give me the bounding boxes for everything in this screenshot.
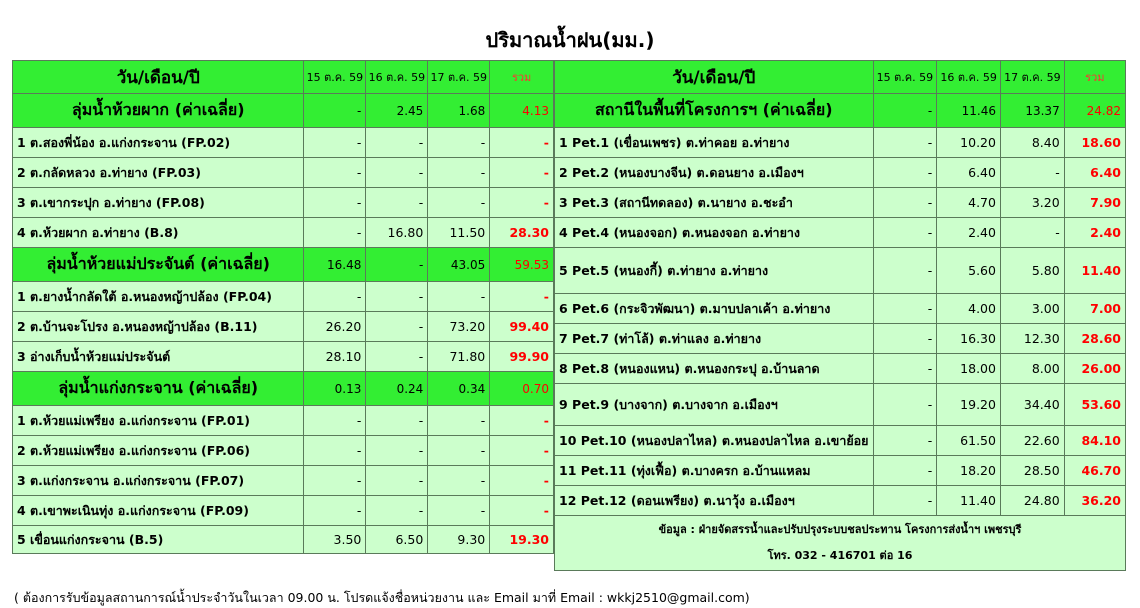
value-cell: -	[873, 94, 937, 128]
basin-name: ลุ่มน้ำห้วยแม่ประจันต์ (ค่าเฉลี่ย)	[13, 248, 304, 282]
value-cell: -	[873, 456, 937, 486]
value-cell: -	[366, 158, 428, 188]
basin-row	[13, 372, 554, 406]
value-cell: 73.20	[428, 312, 490, 342]
value-cell: -	[304, 436, 366, 466]
station-row	[13, 158, 554, 188]
value-cell: -	[304, 94, 366, 128]
station-row	[555, 158, 1126, 188]
station-row	[13, 436, 554, 466]
value-cell: 71.80	[428, 342, 490, 372]
value-cell: 0.34	[428, 372, 490, 406]
station-name: 2 ต.บ้านจะโปรง อ.หนองหญ้าปล้อง (B.11)	[13, 312, 304, 342]
station-row	[555, 324, 1126, 354]
value-cell: -	[428, 406, 490, 436]
total-cell: 26.00	[1064, 354, 1125, 384]
station-name: 3 Pet.3 (สถานีทดลอง) ต.นายาง อ.ชะอำ	[555, 188, 874, 218]
value-cell: -	[1000, 158, 1064, 188]
total-cell: 99.40	[490, 312, 554, 342]
right-rainfall-table	[554, 60, 1126, 571]
contact-note: ( ต้องการรับข้อมูลสถานการณ์น้ำประจำวันในเวลา 09.00 น. โปรดแจ้งชื่อหน่วยงาน และ Email มาที่ Email : wkkj2510@gmail.com)	[14, 590, 750, 605]
value-cell: 4.70	[937, 188, 1001, 218]
total-cell: 99.90	[490, 342, 554, 372]
total-cell: -	[490, 466, 554, 496]
date-column-header: 15 ต.ค. 59	[304, 61, 366, 94]
station-name: 2 ต.กลัดหลวง อ.ท่ายาง (FP.03)	[13, 158, 304, 188]
total-cell: -	[490, 406, 554, 436]
value-cell: 1.68	[428, 94, 490, 128]
basin-name: ลุ่มน้ำแก่งกระจาน (ค่าเฉลี่ย)	[13, 372, 304, 406]
station-name: 2 ต.ห้วยแม่เพรียง อ.แก่งกระจาน (FP.06)	[13, 436, 304, 466]
station-row	[555, 384, 1126, 426]
station-row	[13, 312, 554, 342]
station-name: 5 Pet.5 (หนองกี้) ต.ท่ายาง อ.ท่ายาง	[555, 248, 874, 294]
value-cell: -	[873, 426, 937, 456]
value-cell: -	[873, 158, 937, 188]
station-name: 11 Pet.11 (ทุ่งเฟื้อ) ต.บางครก อ.บ้านแหลม	[555, 456, 874, 486]
header-row	[13, 61, 554, 94]
station-row	[555, 294, 1126, 324]
value-cell: 0.24	[366, 372, 428, 406]
value-cell: -	[304, 158, 366, 188]
station-row	[13, 342, 554, 372]
total-cell: -	[490, 158, 554, 188]
station-name: 1 ต.ห้วยแม่เพรียง อ.แก่งกระจาน (FP.01)	[13, 406, 304, 436]
total-cell: 36.20	[1064, 486, 1125, 516]
total-cell: 28.60	[1064, 324, 1125, 354]
basin-row	[13, 248, 554, 282]
station-row	[13, 526, 554, 554]
station-name: 3 อ่างเก็บน้ำห้วยแม่ประจันต์	[13, 342, 304, 372]
date-column-header: 17 ต.ค. 59	[428, 61, 490, 94]
sum-column-header: รวม	[490, 61, 554, 94]
value-cell: 16.80	[366, 218, 428, 248]
total-cell: 84.10	[1064, 426, 1125, 456]
value-cell: 11.50	[428, 218, 490, 248]
station-row	[13, 128, 554, 158]
station-row	[13, 496, 554, 526]
value-cell: -	[428, 128, 490, 158]
station-name: 3 ต.แก่งกระจาน อ.แก่งกระจาน (FP.07)	[13, 466, 304, 496]
value-cell: -	[873, 294, 937, 324]
value-cell: -	[366, 282, 428, 312]
source-text: ข้อมูล : ฝ่ายจัดสรรน้ำและปรับปรุงระบบชลประทาน โครงการส่งน้ำฯ เพชรบุรี	[658, 523, 1022, 536]
station-name: 7 Pet.7 (ท่าโล้) ต.ท่าแลง อ.ท่ายาง	[555, 324, 874, 354]
station-name: 4 Pet.4 (หนองจอก) ต.หนองจอก อ.ท่ายาง	[555, 218, 874, 248]
date-header-label: วัน/เดือน/ปี	[13, 61, 304, 94]
total-cell: 46.70	[1064, 456, 1125, 486]
total-cell: 2.40	[1064, 218, 1125, 248]
station-row	[13, 218, 554, 248]
total-cell: 4.13	[490, 94, 554, 128]
value-cell: -	[873, 384, 937, 426]
value-cell: -	[873, 354, 937, 384]
value-cell: -	[366, 406, 428, 436]
value-cell: -	[304, 406, 366, 436]
total-cell: 7.00	[1064, 294, 1125, 324]
value-cell: 16.48	[304, 248, 366, 282]
value-cell: 3.00	[1000, 294, 1064, 324]
station-name: 2 Pet.2 (หนองบางจีน) ต.ดอนยาง อ.เมืองฯ	[555, 158, 874, 188]
station-name: 8 Pet.8 (หนองแหน) ต.หนองกระปุ อ.บ้านลาด	[555, 354, 874, 384]
value-cell: -	[1000, 218, 1064, 248]
value-cell: -	[873, 188, 937, 218]
total-cell: 7.90	[1064, 188, 1125, 218]
basin-name: ลุ่มน้ำห้วยผาก (ค่าเฉลี่ย)	[13, 94, 304, 128]
value-cell: -	[366, 466, 428, 496]
date-column-header: 17 ต.ค. 59	[1000, 61, 1064, 94]
value-cell: 12.30	[1000, 324, 1064, 354]
date-header-label: วัน/เดือน/ปี	[555, 61, 874, 94]
value-cell: -	[428, 158, 490, 188]
value-cell: 5.60	[937, 248, 1001, 294]
station-name: 1 ต.ยางน้ำกลัดใต้ อ.หนองหญ้าปล้อง (FP.04)	[13, 282, 304, 312]
value-cell: 4.00	[937, 294, 1001, 324]
total-cell: 18.60	[1064, 128, 1125, 158]
value-cell: 34.40	[1000, 384, 1064, 426]
value-cell: 11.46	[937, 94, 1001, 128]
station-name: 4 ต.ห้วยผาก อ.ท่ายาง (B.8)	[13, 218, 304, 248]
value-cell: 10.20	[937, 128, 1001, 158]
value-cell: 2.40	[937, 218, 1001, 248]
value-cell: -	[366, 342, 428, 372]
source-footer	[555, 516, 1126, 571]
value-cell: -	[366, 248, 428, 282]
value-cell: 13.37	[1000, 94, 1064, 128]
value-cell: -	[366, 496, 428, 526]
total-cell: 0.70	[490, 372, 554, 406]
station-name: 1 ต.สองพี่น้อง อ.แก่งกระจาน (FP.02)	[13, 128, 304, 158]
value-cell: 24.80	[1000, 486, 1064, 516]
value-cell: 8.00	[1000, 354, 1064, 384]
value-cell: 18.00	[937, 354, 1001, 384]
value-cell: -	[304, 218, 366, 248]
value-cell: -	[366, 312, 428, 342]
value-cell: -	[304, 188, 366, 218]
basin-name: สถานีในพื้นที่โครงการฯ (ค่าเฉลี่ย)	[555, 94, 874, 128]
value-cell: -	[428, 282, 490, 312]
value-cell: 11.40	[937, 486, 1001, 516]
date-column-header: 16 ต.ค. 59	[366, 61, 428, 94]
value-cell: -	[304, 496, 366, 526]
station-row	[555, 188, 1126, 218]
value-cell: -	[304, 466, 366, 496]
value-cell: 26.20	[304, 312, 366, 342]
station-name: 9 Pet.9 (บางจาก) ต.บางจาก อ.เมืองฯ	[555, 384, 874, 426]
header-row	[555, 61, 1126, 94]
total-cell: 19.30	[490, 526, 554, 554]
value-cell: 6.40	[937, 158, 1001, 188]
value-cell: -	[873, 218, 937, 248]
date-column-header: 16 ต.ค. 59	[937, 61, 1001, 94]
value-cell: -	[873, 128, 937, 158]
station-name: 1 Pet.1 (เขื่อนเพชร) ต.ท่าคอย อ.ท่ายาง	[555, 128, 874, 158]
value-cell: 2.45	[366, 94, 428, 128]
value-cell: 3.50	[304, 526, 366, 554]
total-cell: 59.53	[490, 248, 554, 282]
value-cell: 5.80	[1000, 248, 1064, 294]
value-cell: 61.50	[937, 426, 1001, 456]
value-cell: 19.20	[937, 384, 1001, 426]
value-cell: 16.30	[937, 324, 1001, 354]
basin-row	[555, 94, 1126, 128]
phone-text: โทร. 032 - 416701 ต่อ 16	[767, 549, 913, 562]
value-cell: 43.05	[428, 248, 490, 282]
total-cell: 6.40	[1064, 158, 1125, 188]
station-name: 10 Pet.10 (หนองปลาไหล) ต.หนองปลาไหล อ.เขาย้อย	[555, 426, 874, 456]
left-rainfall-table	[12, 60, 554, 554]
station-row	[13, 282, 554, 312]
station-row	[555, 218, 1126, 248]
total-cell: -	[490, 436, 554, 466]
station-row	[13, 466, 554, 496]
station-row	[13, 188, 554, 218]
station-row	[555, 456, 1126, 486]
total-cell: -	[490, 188, 554, 218]
value-cell: 3.20	[1000, 188, 1064, 218]
value-cell: -	[428, 188, 490, 218]
value-cell: -	[366, 436, 428, 466]
total-cell: -	[490, 282, 554, 312]
value-cell: -	[428, 466, 490, 496]
value-cell: -	[873, 486, 937, 516]
station-row	[555, 248, 1126, 294]
total-cell: 11.40	[1064, 248, 1125, 294]
station-row	[555, 486, 1126, 516]
basin-row	[13, 94, 554, 128]
station-name: 5 เขื่อนแก่งกระจาน (B.5)	[13, 526, 304, 554]
station-name: 12 Pet.12 (ดอนเพรียง) ต.นาวุ้ง อ.เมืองฯ	[555, 486, 874, 516]
value-cell: -	[873, 324, 937, 354]
value-cell: 6.50	[366, 526, 428, 554]
station-name: 6 Pet.6 (กระจิวพัฒนา) ต.มาบปลาเค้า อ.ท่ายาง	[555, 294, 874, 324]
station-row	[555, 354, 1126, 384]
value-cell: -	[304, 282, 366, 312]
value-cell: -	[366, 128, 428, 158]
value-cell: -	[428, 496, 490, 526]
value-cell: 28.50	[1000, 456, 1064, 486]
station-name: 3 ต.เขากระปุก อ.ท่ายาง (FP.08)	[13, 188, 304, 218]
station-row	[555, 128, 1126, 158]
page-title: ปริมาณน้ำฝน(มม.)	[485, 28, 655, 52]
value-cell: 18.20	[937, 456, 1001, 486]
total-cell: 28.30	[490, 218, 554, 248]
value-cell: 22.60	[1000, 426, 1064, 456]
value-cell: 9.30	[428, 526, 490, 554]
station-name: 4 ต.เขาพะเนินทุ่ง อ.แก่งกระจาน (FP.09)	[13, 496, 304, 526]
value-cell: 28.10	[304, 342, 366, 372]
total-cell: 24.82	[1064, 94, 1125, 128]
footer-row	[555, 516, 1126, 571]
total-cell: -	[490, 128, 554, 158]
station-row	[13, 406, 554, 436]
station-row	[555, 426, 1126, 456]
value-cell: -	[428, 436, 490, 466]
sum-column-header: รวม	[1064, 61, 1125, 94]
value-cell: 8.40	[1000, 128, 1064, 158]
total-cell: 53.60	[1064, 384, 1125, 426]
value-cell: -	[366, 188, 428, 218]
value-cell: -	[873, 248, 937, 294]
value-cell: 0.13	[304, 372, 366, 406]
value-cell: -	[304, 128, 366, 158]
date-column-header: 15 ต.ค. 59	[873, 61, 937, 94]
total-cell: -	[490, 496, 554, 526]
